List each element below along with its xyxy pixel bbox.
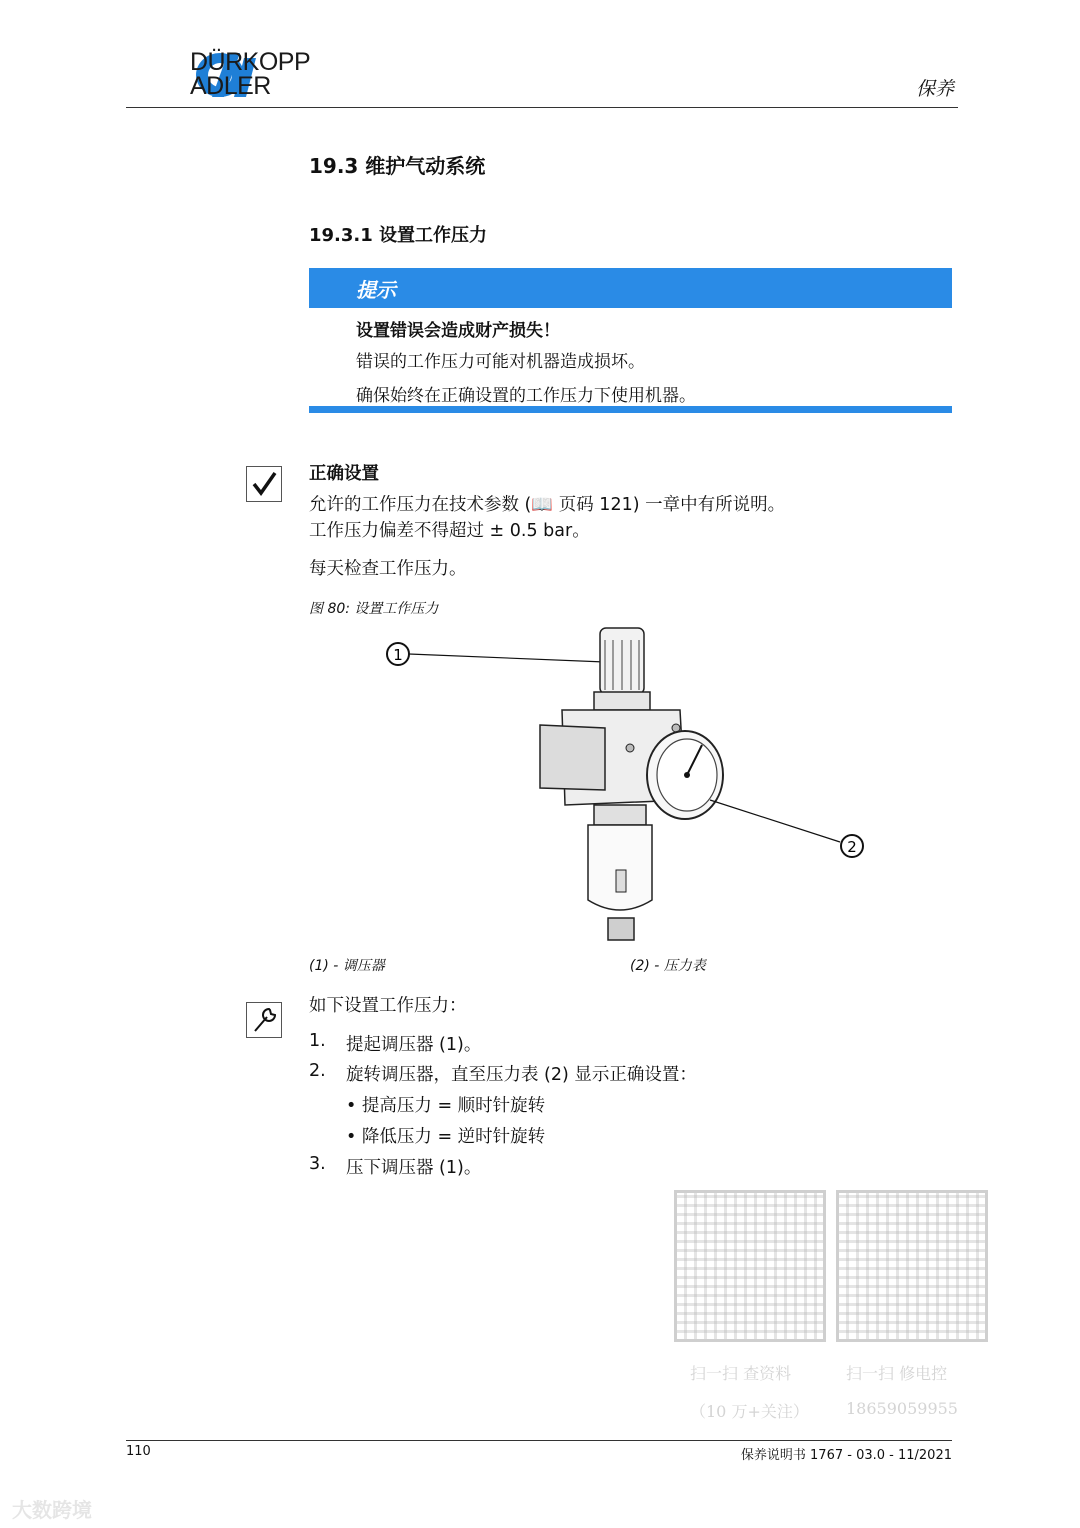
daily-check-text: 每天检查工作压力。 <box>309 559 467 579</box>
header-divider <box>126 107 958 108</box>
step-text: 压下调压器 (1)。 <box>346 1158 482 1178</box>
checkmark-icon <box>246 466 282 502</box>
step-text: 旋转调压器，直至压力表 (2) 显示正确设置： <box>346 1065 697 1085</box>
bullet-increase: • 提高压力 = 顺时针旋转 <box>346 1096 546 1116</box>
brand-line2: ADLER <box>190 72 271 100</box>
notice-label: 提示 <box>356 278 396 302</box>
bullet-decrease: • 降低压力 = 逆时针旋转 <box>346 1127 546 1147</box>
section-title: 19.3 维护气动系统 <box>309 154 486 178</box>
correct-setting-title: 正确设置 <box>309 464 379 484</box>
figure-caption: 图 80: 设置工作压力 <box>309 601 439 617</box>
procedure-intro: 如下设置工作压力： <box>309 996 467 1016</box>
notice-header-bar <box>309 268 952 308</box>
notice-bottom-bar <box>309 406 952 413</box>
notice-line2: 确保始终在正确设置的工作压力下使用机器。 <box>356 386 696 406</box>
page-number: 110 <box>126 1444 151 1459</box>
correct-setting-line2: 工作压力偏差不得超过 ± 0.5 bar。 <box>309 521 590 541</box>
qr-left-line1: 扫一扫 查资料 <box>690 1364 792 1383</box>
step-text: 提起调压器 (1)。 <box>346 1035 482 1055</box>
document-id: 保养说明书 1767 - 03.0 - 11/2021 <box>740 1448 952 1463</box>
legend-regulator: (1) - 调压器 <box>309 958 385 974</box>
notice-title: 设置错误会造成财产损失！ <box>356 321 560 341</box>
subsection-title: 19.3.1 设置工作压力 <box>309 225 488 246</box>
pressure-regulator-illustration <box>380 620 880 950</box>
callout-1-label: 1 <box>393 646 403 664</box>
footer-divider <box>126 1440 952 1441</box>
legend-gauge: (2) - 压力表 <box>630 958 706 974</box>
step-number: 2. <box>309 1061 326 1081</box>
watermark-text: 大数跨境 <box>12 1498 92 1522</box>
callout-2-label: 2 <box>847 838 857 856</box>
step-number: 3. <box>309 1154 326 1174</box>
qr-code-left-icon <box>674 1190 826 1342</box>
step-number: 1. <box>309 1031 326 1051</box>
qr-code-right-icon <box>836 1190 988 1342</box>
brand-name <box>190 50 310 98</box>
qr-right-line1: 扫一扫 修电控 <box>846 1364 948 1383</box>
notice-line1: 错误的工作压力可能对机器造成损坏。 <box>356 352 645 372</box>
section-label: 保养 <box>915 78 954 100</box>
brand-line1: DÜRKOPP <box>190 48 311 76</box>
qr-left-line2: （10 万+关注） <box>690 1402 809 1421</box>
correct-setting-line1: 允许的工作压力在技术参数 (📖 页码 121) 一章中有所说明。 <box>309 495 786 515</box>
qr-right-line2: 18659059955 <box>846 1399 958 1418</box>
wrench-icon <box>246 1002 282 1038</box>
